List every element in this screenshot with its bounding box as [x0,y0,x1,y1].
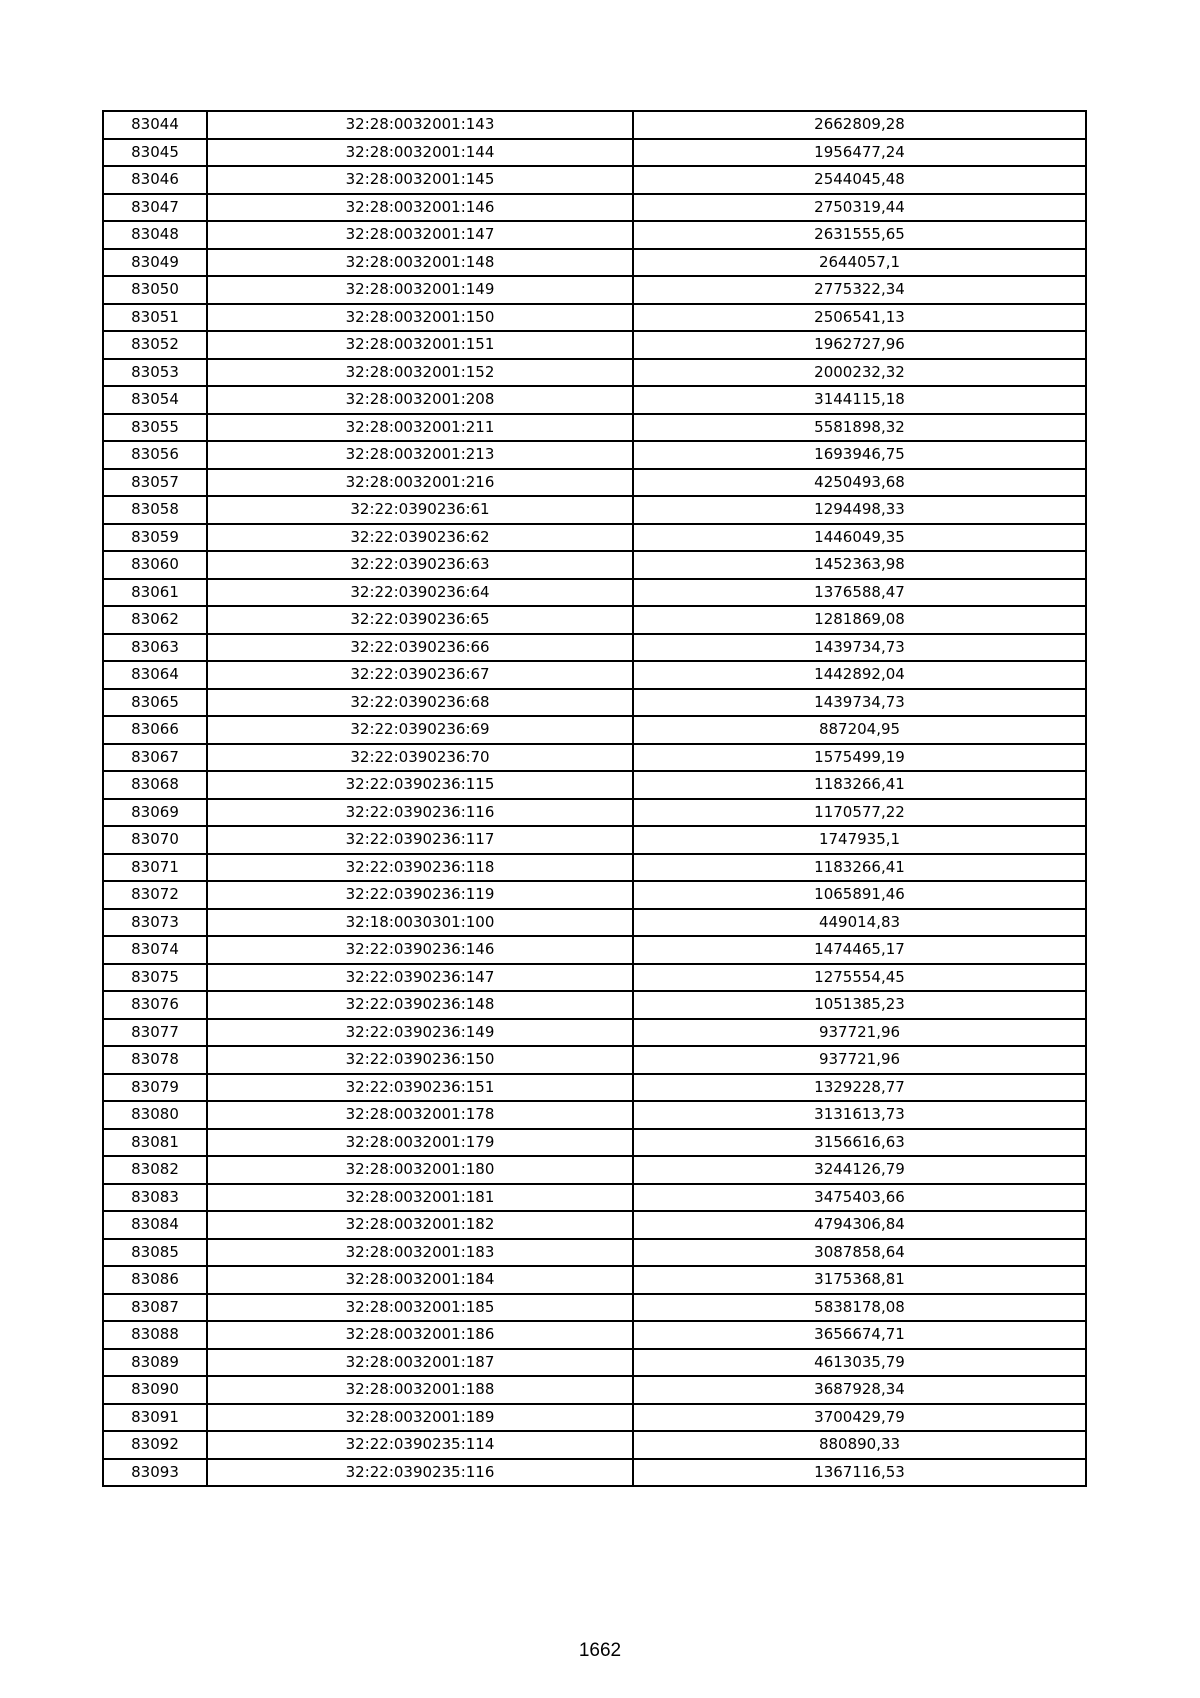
cadastral-number-cell: 32:22:0390236:151 [207,1074,633,1102]
table-row [103,469,1086,497]
table-row [103,1321,1086,1349]
table-row [103,1074,1086,1102]
cadastral-value-cell: 1170577,22 [633,799,1086,827]
cadastral-number-cell: 32:22:0390236:70 [207,744,633,772]
table-row [103,1046,1086,1074]
cadastral-value-cell: 4794306,84 [633,1211,1086,1239]
table-row [103,304,1086,332]
table-row [103,386,1086,414]
table-row [103,221,1086,249]
row-number-cell: 83078 [103,1046,207,1074]
row-number-cell: 83055 [103,414,207,442]
table-row [103,1129,1086,1157]
cadastral-value-cell: 3687928,34 [633,1376,1086,1404]
cadastral-number-cell: 32:22:0390236:149 [207,1019,633,1047]
row-number-cell: 83089 [103,1349,207,1377]
cadastral-value-cell: 1376588,47 [633,579,1086,607]
cadastral-value-cell: 2506541,13 [633,304,1086,332]
cadastral-value-cell: 2631555,65 [633,221,1086,249]
table-row [103,111,1086,139]
row-number-cell: 83085 [103,1239,207,1267]
table-row [103,854,1086,882]
cadastral-value-cell: 1439734,73 [633,634,1086,662]
cadastral-number-cell: 32:22:0390236:116 [207,799,633,827]
table-row [103,139,1086,167]
row-number-cell: 83091 [103,1404,207,1432]
row-number-cell: 83076 [103,991,207,1019]
cadastral-number-cell: 32:28:0032001:150 [207,304,633,332]
cadastral-number-cell: 32:22:0390236:61 [207,496,633,524]
row-number-cell: 83071 [103,854,207,882]
row-number-cell: 83048 [103,221,207,249]
table-row [103,276,1086,304]
table-row [103,166,1086,194]
cadastral-number-cell: 32:28:0032001:146 [207,194,633,222]
row-number-cell: 83057 [103,469,207,497]
row-number-cell: 83070 [103,826,207,854]
cadastral-value-cell: 5838178,08 [633,1294,1086,1322]
cadastral-value-cell: 3131613,73 [633,1101,1086,1129]
cadastral-number-cell: 32:18:0030301:100 [207,909,633,937]
cadastral-value-cell: 1439734,73 [633,689,1086,717]
cadastral-number-cell: 32:22:0390235:114 [207,1431,633,1459]
cadastral-value-cell: 1065891,46 [633,881,1086,909]
page-number: 1662 [578,1640,622,1661]
table-row [103,1211,1086,1239]
cadastral-value-cell: 5581898,32 [633,414,1086,442]
cadastral-value-cell: 3700429,79 [633,1404,1086,1432]
cadastral-value-cell: 1281869,08 [633,606,1086,634]
table-row [103,606,1086,634]
table-row [103,1459,1086,1487]
row-number-cell: 83065 [103,689,207,717]
cadastral-number-cell: 32:22:0390236:66 [207,634,633,662]
row-number-cell: 83093 [103,1459,207,1487]
cadastral-value-cell: 1051385,23 [633,991,1086,1019]
row-number-cell: 83063 [103,634,207,662]
row-number-cell: 83069 [103,799,207,827]
cadastral-number-cell: 32:28:0032001:144 [207,139,633,167]
cadastral-number-cell: 32:28:0032001:178 [207,1101,633,1129]
cadastral-number-cell: 32:28:0032001:185 [207,1294,633,1322]
cadastral-number-cell: 32:28:0032001:143 [207,111,633,139]
table-row [103,496,1086,524]
cadastral-value-cell: 1747935,1 [633,826,1086,854]
row-number-cell: 83049 [103,249,207,277]
cadastral-value-cell: 1329228,77 [633,1074,1086,1102]
cadastral-value-cell: 1693946,75 [633,441,1086,469]
table-row [103,1294,1086,1322]
table-row [103,524,1086,552]
cadastral-number-cell: 32:22:0390236:147 [207,964,633,992]
cadastral-number-cell: 32:28:0032001:181 [207,1184,633,1212]
row-number-cell: 83073 [103,909,207,937]
row-number-cell: 83053 [103,359,207,387]
cadastral-value-cell: 1294498,33 [633,496,1086,524]
row-number-cell: 83056 [103,441,207,469]
table-row [103,249,1086,277]
cadastral-number-cell: 32:22:0390236:67 [207,661,633,689]
cadastral-number-cell: 32:28:0032001:186 [207,1321,633,1349]
cadastral-number-cell: 32:22:0390236:115 [207,771,633,799]
row-number-cell: 83064 [103,661,207,689]
table-row [103,441,1086,469]
row-number-cell: 83066 [103,716,207,744]
cadastral-value-cell: 2662809,28 [633,111,1086,139]
cadastral-value-cell: 3656674,71 [633,1321,1086,1349]
row-number-cell: 83052 [103,331,207,359]
cadastral-value-cell: 3475403,66 [633,1184,1086,1212]
row-number-cell: 83062 [103,606,207,634]
table-row [103,1156,1086,1184]
row-number-cell: 83077 [103,1019,207,1047]
table-row [103,414,1086,442]
table-row [103,991,1086,1019]
cadastral-value-cell: 449014,83 [633,909,1086,937]
table-row [103,634,1086,662]
table-row [103,881,1086,909]
cadastral-number-cell: 32:22:0390236:119 [207,881,633,909]
row-number-cell: 83045 [103,139,207,167]
row-number-cell: 83058 [103,496,207,524]
cadastral-value-cell: 2544045,48 [633,166,1086,194]
cadastral-value-cell: 1183266,41 [633,854,1086,882]
cadastral-number-cell: 32:28:0032001:148 [207,249,633,277]
row-number-cell: 83084 [103,1211,207,1239]
cadastral-value-cell: 937721,96 [633,1019,1086,1047]
cadastral-number-cell: 32:28:0032001:151 [207,331,633,359]
cadastral-value-table [102,110,1087,1487]
cadastral-value-cell: 3156616,63 [633,1129,1086,1157]
cadastral-value-cell: 1962727,96 [633,331,1086,359]
table-row [103,744,1086,772]
cadastral-value-cell: 1275554,45 [633,964,1086,992]
row-number-cell: 83087 [103,1294,207,1322]
row-number-cell: 83072 [103,881,207,909]
row-number-cell: 83061 [103,579,207,607]
row-number-cell: 83090 [103,1376,207,1404]
cadastral-number-cell: 32:22:0390236:148 [207,991,633,1019]
cadastral-number-cell: 32:22:0390235:116 [207,1459,633,1487]
cadastral-number-cell: 32:28:0032001:208 [207,386,633,414]
row-number-cell: 83047 [103,194,207,222]
row-number-cell: 83079 [103,1074,207,1102]
row-number-cell: 83046 [103,166,207,194]
cadastral-value-cell: 2750319,44 [633,194,1086,222]
cadastral-value-cell: 1575499,19 [633,744,1086,772]
table-row [103,551,1086,579]
row-number-cell: 83050 [103,276,207,304]
cadastral-value-cell: 3144115,18 [633,386,1086,414]
cadastral-value-cell: 4250493,68 [633,469,1086,497]
table-row [103,1266,1086,1294]
table-row [103,1404,1086,1432]
row-number-cell: 83083 [103,1184,207,1212]
cadastral-number-cell: 32:22:0390236:69 [207,716,633,744]
cadastral-number-cell: 32:22:0390236:64 [207,579,633,607]
cadastral-value-cell: 1183266,41 [633,771,1086,799]
cadastral-number-cell: 32:22:0390236:65 [207,606,633,634]
row-number-cell: 83060 [103,551,207,579]
cadastral-value-cell: 880890,33 [633,1431,1086,1459]
cadastral-value-cell: 2000232,32 [633,359,1086,387]
row-number-cell: 83088 [103,1321,207,1349]
row-number-cell: 83074 [103,936,207,964]
cadastral-number-cell: 32:28:0032001:211 [207,414,633,442]
cadastral-value-cell: 3175368,81 [633,1266,1086,1294]
row-number-cell: 83092 [103,1431,207,1459]
row-number-cell: 83080 [103,1101,207,1129]
table-row [103,194,1086,222]
cadastral-number-cell: 32:28:0032001:184 [207,1266,633,1294]
cadastral-number-cell: 32:28:0032001:187 [207,1349,633,1377]
table-row [103,1239,1086,1267]
table-row [103,359,1086,387]
table-row [103,331,1086,359]
cadastral-number-cell: 32:28:0032001:149 [207,276,633,304]
cadastral-value-cell: 2775322,34 [633,276,1086,304]
row-number-cell: 83054 [103,386,207,414]
table-row [103,579,1086,607]
cadastral-number-cell: 32:22:0390236:150 [207,1046,633,1074]
table-row [103,1376,1086,1404]
table-row [103,799,1086,827]
row-number-cell: 83051 [103,304,207,332]
cadastral-value-cell: 1452363,98 [633,551,1086,579]
cadastral-number-cell: 32:28:0032001:180 [207,1156,633,1184]
row-number-cell: 83075 [103,964,207,992]
cadastral-number-cell: 32:22:0390236:118 [207,854,633,882]
table-row [103,771,1086,799]
cadastral-number-cell: 32:28:0032001:147 [207,221,633,249]
table-row [103,1431,1086,1459]
row-number-cell: 83059 [103,524,207,552]
table-row [103,909,1086,937]
cadastral-number-cell: 32:28:0032001:188 [207,1376,633,1404]
cadastral-value-cell: 1474465,17 [633,936,1086,964]
cadastral-number-cell: 32:28:0032001:213 [207,441,633,469]
cadastral-number-cell: 32:28:0032001:152 [207,359,633,387]
table-row [103,1184,1086,1212]
cadastral-number-cell: 32:22:0390236:117 [207,826,633,854]
cadastral-value-cell: 3087858,64 [633,1239,1086,1267]
cadastral-value-cell: 1442892,04 [633,661,1086,689]
cadastral-number-cell: 32:22:0390236:68 [207,689,633,717]
cadastral-value-cell: 1367116,53 [633,1459,1086,1487]
table-row [103,661,1086,689]
row-number-cell: 83068 [103,771,207,799]
cadastral-value-cell: 937721,96 [633,1046,1086,1074]
row-number-cell: 83044 [103,111,207,139]
table-body [103,111,1086,1486]
table-row [103,1019,1086,1047]
table-row [103,689,1086,717]
table-row [103,1101,1086,1129]
cadastral-value-cell: 1956477,24 [633,139,1086,167]
cadastral-number-cell: 32:28:0032001:189 [207,1404,633,1432]
cadastral-value-cell: 3244126,79 [633,1156,1086,1184]
cadastral-value-cell: 887204,95 [633,716,1086,744]
cadastral-number-cell: 32:22:0390236:146 [207,936,633,964]
table-row [103,1349,1086,1377]
cadastral-number-cell: 32:22:0390236:63 [207,551,633,579]
cadastral-value-cell: 1446049,35 [633,524,1086,552]
table-row [103,936,1086,964]
cadastral-number-cell: 32:28:0032001:216 [207,469,633,497]
cadastral-number-cell: 32:22:0390236:62 [207,524,633,552]
row-number-cell: 83081 [103,1129,207,1157]
table-row [103,964,1086,992]
cadastral-number-cell: 32:28:0032001:182 [207,1211,633,1239]
row-number-cell: 83086 [103,1266,207,1294]
table-row [103,716,1086,744]
cadastral-value-cell: 2644057,1 [633,249,1086,277]
cadastral-number-cell: 32:28:0032001:183 [207,1239,633,1267]
table-row [103,826,1086,854]
cadastral-value-cell: 4613035,79 [633,1349,1086,1377]
cadastral-number-cell: 32:28:0032001:145 [207,166,633,194]
row-number-cell: 83067 [103,744,207,772]
cadastral-number-cell: 32:28:0032001:179 [207,1129,633,1157]
row-number-cell: 83082 [103,1156,207,1184]
